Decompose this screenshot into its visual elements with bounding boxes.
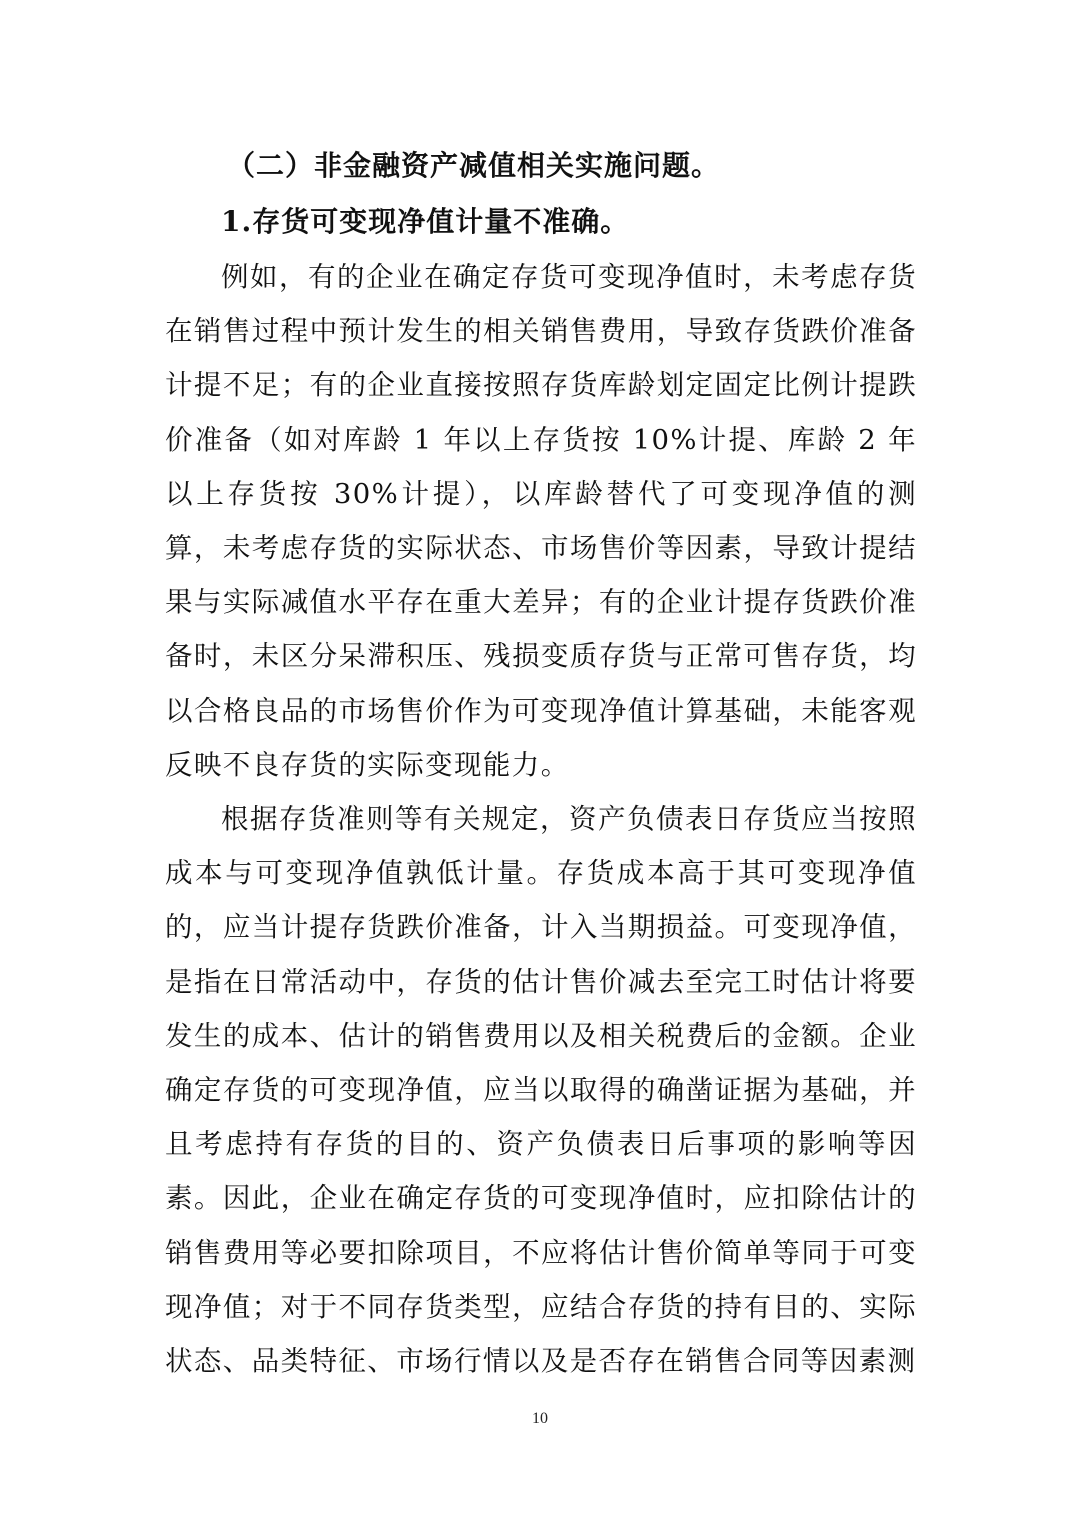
page-number: 10 (532, 1410, 548, 1427)
paragraph-example: 例如，有的企业在确定存货可变现净值时，未考虑存货在销售过程中预计发生的相关销售费用，导致存货跌价准备计提不足；有的企业直接按照存货库龄划定固定比例计提跌价准备（如对库龄 1 年以上存货按 10%计提、库龄 2 年以上存货按 30%计提），以库龄替代了可变现净值的测算，未考虑存货的实际状态、市场售价等因素，导致计提结果与实际减值水平存在重大差异；有的企业计提存货跌价准备时，未区分呆滞积压、残损变质存货与正常可售存货，均以合格良品的市场售价作为可变现净值计算基础，未能客观反映不良存货的实际变现能力。 (165, 261, 917, 781)
paragraph-regulation: 根据存货准则等有关规定，资产负债表日存货应当按照成本与可变现净值孰低计量。存货成本高于其可变现净值的，应当计提存货跌价准备，计入当期损益。可变现净值，是指在日常活动中，存货的估计售价减去至完工时估计将要发生的成本、估计的销售费用以及相关税费后的金额。企业确定存货的可变现净值，应当以取得的确凿证据为基础，并且考虑持有存货的目的、资产负债表日后事项的影响等因素。因此，企业在确定存货的可变现净值时，应扣除估计的销售费用等必要扣除项目，不应将估计售价简单等同于可变现净值；对于不同存货类型，应结合存货的持有目的、实际状态、品类特征、市场行情以及是否存在销售合同等因素测 (165, 803, 917, 1378)
subsection-heading: 1.存货可变现净值计量不准确。 (221, 205, 630, 238)
page-body (165, 138, 917, 1388)
section-heading: （二）非金融资产减值相关实施问题。 (227, 149, 721, 182)
